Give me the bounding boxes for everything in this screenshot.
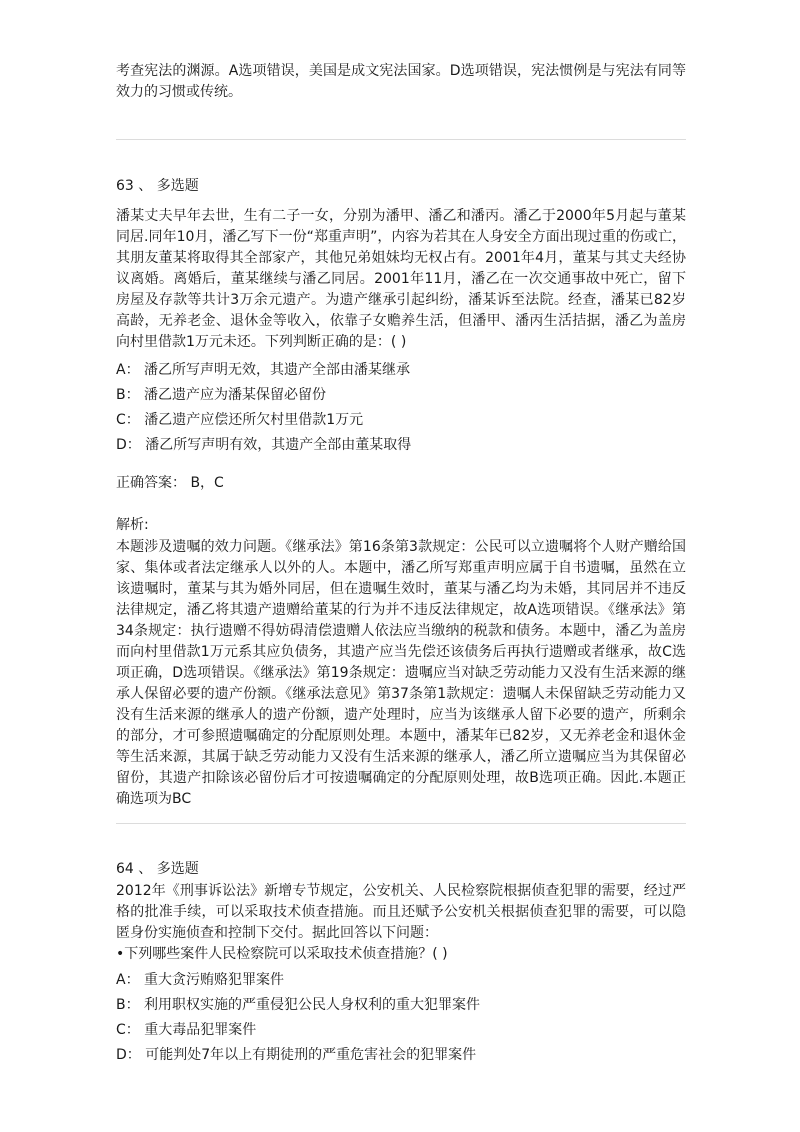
q64-sub-question: •下列哪些案件人民检察院可以采取技术侦查措施？( ) <box>116 946 448 962</box>
q64-section <box>116 859 686 1070</box>
divider <box>116 139 686 140</box>
q63-analysis: 本题涉及遗嘱的效力问题。《继承法》第16条第3款规定：公民可以立遗嘱将个人财产赠给国家、集体或者法定继承人以外的人。本题中，潘乙所写郑重声明应属于自书遗嘱，虽然在立该遗嘱时，董某与其为婚外同居，但在遗嘱生效时，董某与潘乙均为未婚，其同居并不违反法律规定，潘乙将其遗产遗赠给董某的行为并不违反法律规定，故A选项错误。《继承法》第34条规定：执行遗赠不得妨碍清偿遗赠人依法应当缴纳的税款和债务。本题中，潘乙为盖房而向村里借款1万元系其应负债务，其遗产应当先偿还该债务后再执行遗赠或者继承，故C选项正确，D选项错误。《继承法》第19条规定：遗嘱应当对缺乏劳动能力又没有生活来源的继承人保留必要的遗产份额。《继承法意见》第37条第1款规定：遗嘱人未保留缺乏劳动能力又没有生活来源的继承人的遗产份额，遗产处理时，应当为该继承人留下必要的遗产，所剩余的部分，才可参照遗嘱确定的分配原则处理。本题中，潘某年已82岁，又无养老金和退休金等生活来源，其属于缺乏劳动能力又没有生活来源的继承人，潘乙所立遗嘱应当为其保留必留份，其遗产扣除该必留份后才可按遗嘱确定的分配原则处理，故B选项正确。因此.本题正确选项为BC <box>116 539 686 807</box>
q64-header: 64 、 多选题 <box>116 861 199 877</box>
q63-analysis-label: 解析: <box>116 517 149 533</box>
q63-section <box>116 176 686 810</box>
q62-section <box>116 61 686 103</box>
q64-options <box>116 970 686 1065</box>
q63-header: 63 、 多选题 <box>116 178 199 194</box>
q63-options <box>116 360 686 455</box>
q63-answer: 正确答案： B，C <box>116 475 224 491</box>
option-c: C： 潘乙遗产应偿还所欠村里借款1万元 <box>116 412 364 428</box>
q64-stem: 2012年《刑事诉讼法》新增专节规定，公安机关、人民检察院根据侦查犯罪的需要，经过严格的批准手续，可以采取技术侦查措施。而且还赋予公安机关根据侦查犯罪的需要，可以隐匿身份实施侦查和控制下交付。据此回答以下问题： <box>116 883 686 941</box>
option-d: D： 潘乙所写声明有效，其遗产全部由董某取得 <box>116 437 412 453</box>
option-d: D： 可能判处7年以上有期徒刑的严重危害社会的犯罪案件 <box>116 1047 477 1063</box>
divider <box>116 823 686 824</box>
option-b: B： 潘乙遗产应为潘某保留必留份 <box>116 387 327 403</box>
option-a: A： 潘乙所写声明无效，其遗产全部由潘某继承 <box>116 362 411 378</box>
option-a: A： 重大贪污贿赂犯罪案件 <box>116 972 285 988</box>
q63-stem: 潘某丈夫早年去世，生有二子一女，分别为潘甲、潘乙和潘丙。潘乙于2000年5月起与董某同居.同年10月，潘乙写下一份“郑重声明”，内容为若其在人身安全方面出现过重的伤或亡，其朋友董某将取得其全部家产，其他兄弟姐妹均无权占有。2001年4月，董某与其丈夫经协议离婚。离婚后，董某继续与潘乙同居。2001年11月，潘乙在一次交通事故中死亡，留下房屋及存款等共计3万余元遗产。为遗产继承引起纠纷，潘某诉至法院。经查，潘某已82岁高龄，无养老金、退休金等收入，依靠子女赡养生活，但潘甲、潘丙生活拮据，潘乙为盖房向村里借款1万元未还。下列判断正确的是：( ) <box>116 208 686 350</box>
option-c: C： 重大毒品犯罪案件 <box>116 1022 257 1038</box>
q62-analysis-tail: 考查宪法的渊源。A选项错误，美国是成文宪法国家。D选项错误，宪法惯例是与宪法有同等效力的习惯或传统。 <box>116 63 686 100</box>
option-b: B： 利用职权实施的严重侵犯公民人身权利的重大犯罪案件 <box>116 997 481 1013</box>
